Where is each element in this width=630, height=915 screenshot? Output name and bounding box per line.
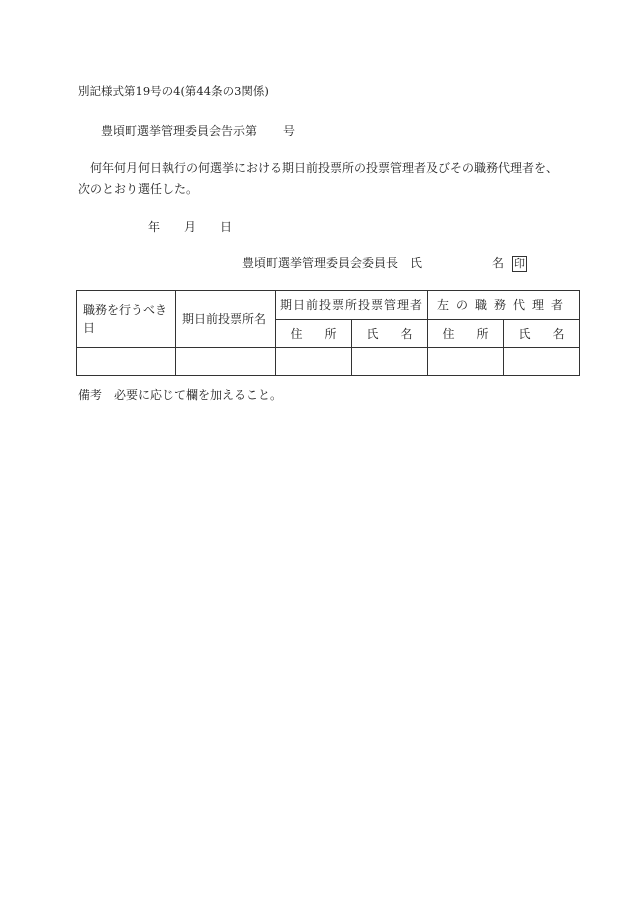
address-char-1: 住: [290, 326, 303, 341]
header-manager-group: 期日前投票所投票管理者: [276, 291, 428, 320]
header-manager-name: [352, 319, 428, 348]
date-year: 年: [148, 220, 161, 234]
deputy-group-text: 左の職務代理者: [436, 298, 570, 313]
header-deputy-name: [504, 319, 580, 348]
header-deputy-group: [428, 291, 580, 320]
date-month: 月: [184, 220, 197, 234]
cell-deputy-name: [504, 348, 580, 376]
notice-body: 何年何月何日執行の何選挙における期日前投票所の投票管理者及びその職務代理者を、次のとおり選任した。: [78, 161, 559, 196]
notice-number-suffix: 号: [283, 124, 296, 138]
cell-deputy-address: [428, 348, 504, 376]
table-row: [77, 348, 580, 376]
date-day: 日: [220, 220, 233, 234]
cell-manager-name: [352, 348, 428, 376]
name-char-1: 氏: [366, 326, 379, 341]
address-char-2: 所: [324, 326, 337, 341]
address-char-2: 所: [476, 326, 489, 341]
name-char-2: 名: [400, 326, 413, 341]
name-char-1: 氏: [518, 326, 531, 341]
remarks-text: 必要に応じて欄を加えること。: [114, 388, 283, 402]
header-polling-place: 期日前投票所名: [176, 291, 276, 348]
header-deputy-address: [428, 319, 504, 348]
signature-line: [242, 254, 527, 272]
notice-title-text: 豊頃町選挙管理委員会告示第: [101, 124, 258, 138]
remarks: [78, 386, 282, 403]
cell-manager-address: [276, 348, 352, 376]
address-char-1: 住: [442, 326, 455, 341]
seal-mark: 印: [514, 257, 526, 270]
header-manager-address: [276, 319, 352, 348]
cell-polling-place: [176, 348, 276, 376]
header-duty-date: 職務を行うべき日: [77, 291, 176, 348]
notice-date: [148, 218, 232, 235]
cell-duty-date: [77, 348, 176, 376]
signature-name-char: 名: [492, 256, 505, 270]
form-reference: 別記様式第19号の4(第44条の3関係): [78, 84, 269, 98]
roster-table: [76, 290, 580, 376]
remarks-label: 備考: [78, 388, 103, 402]
notice-title: [101, 122, 295, 139]
signature-title: 豊頃町選挙管理委員会委員長 氏: [242, 256, 423, 270]
name-char-2: 名: [552, 326, 565, 341]
